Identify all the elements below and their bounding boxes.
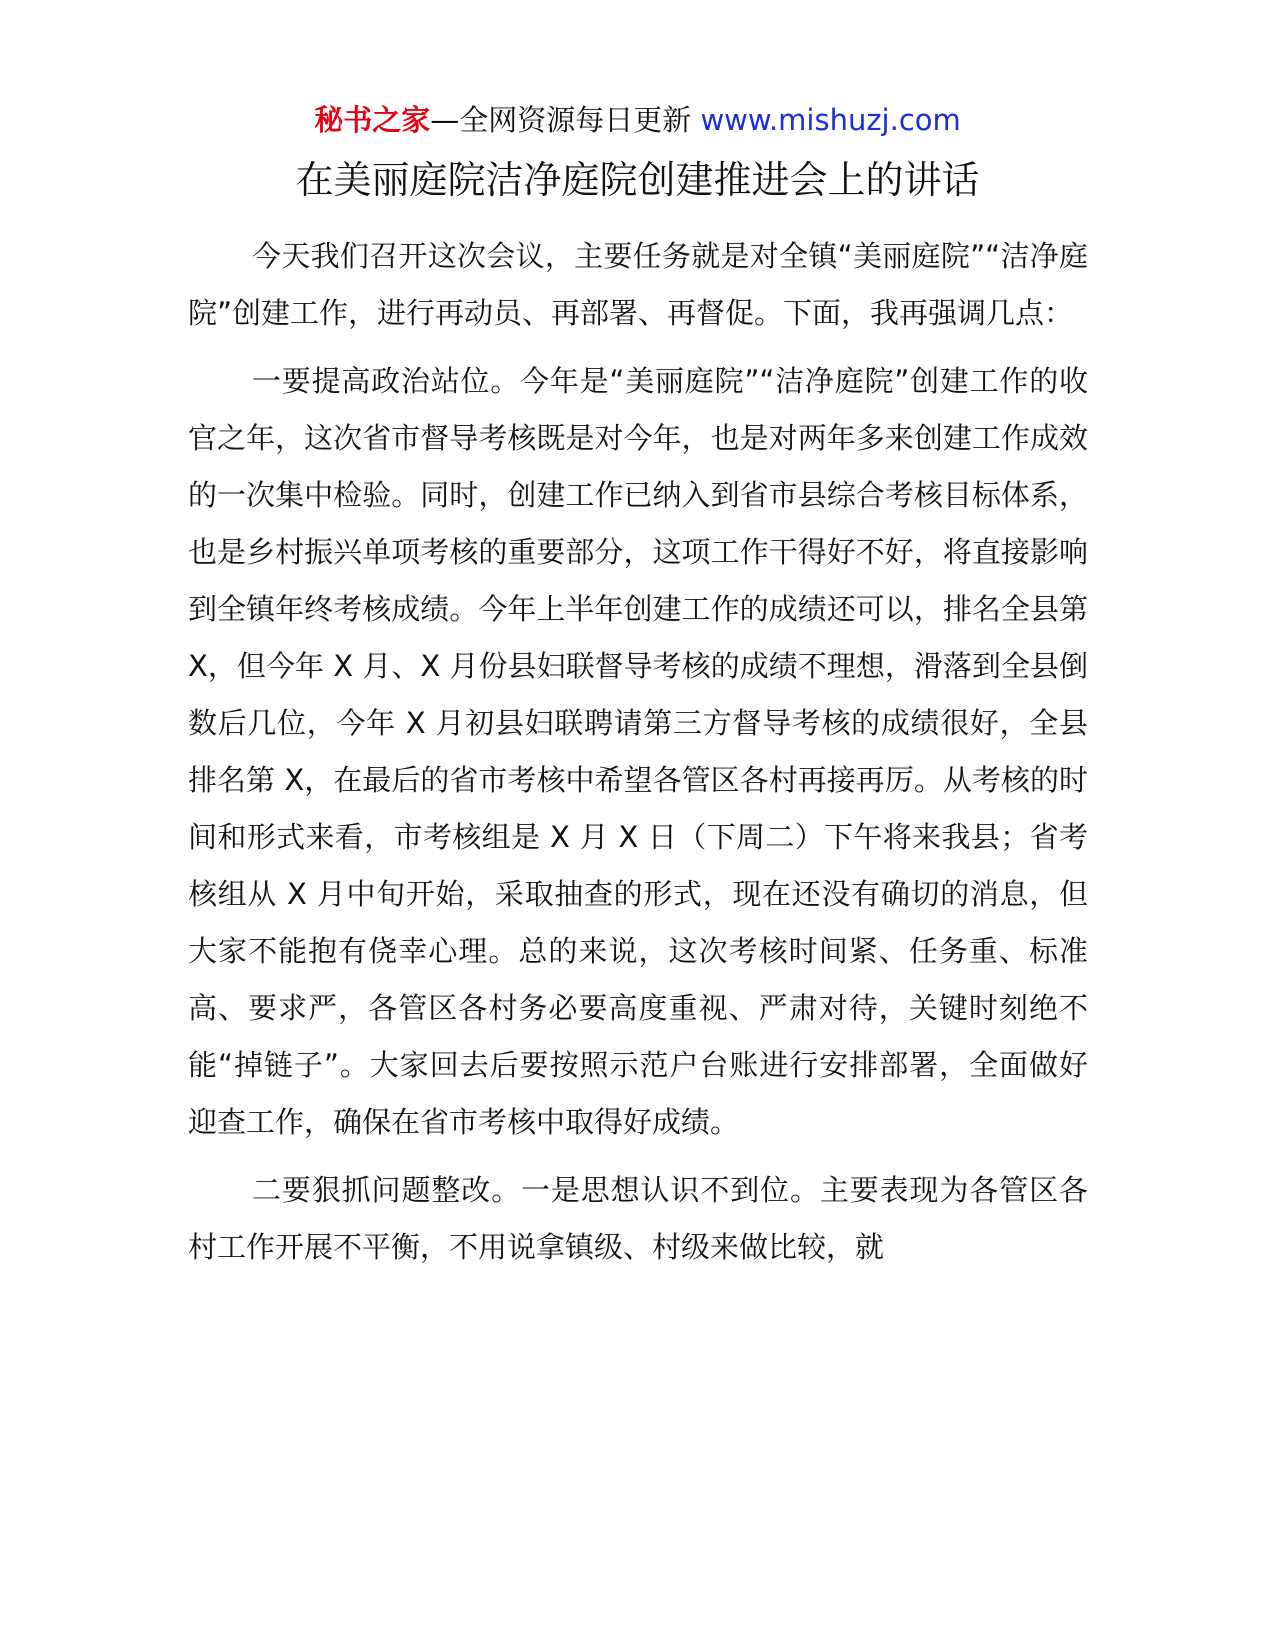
brand-name: 秘书之家 — [314, 103, 431, 137]
header-tagline: —全网资源每日更新 — [430, 103, 692, 137]
paragraph-point-two: 二要狠抓问题整改。一是思想认识不到位。主要表现为各管区各村工作开展不平衡，不用说拿镇级、村级来做比较，就 — [188, 1173, 1088, 1264]
site-url-link[interactable]: www.mishuzj.com — [700, 103, 961, 137]
site-header — [0, 100, 1275, 140]
paragraph-point-one: 一要提高政治站位。今年是“美丽庭院”“洁净庭院”创建工作的收官之年，这次省市督导考核既是对今年，也是对两年多来创建工作成效的一次集中检验。同时，创建工作已纳入到省市县综合考核目标体系，也是乡村振兴单项考核的重要部分，这项工作干得好不好，将直接影响到全镇年终考核成绩。今年上半年创建工作的成绩还可以，排名全县第 X，但今年 X 月、X 月份县妇联督导考核的成绩不理想，滑落到全县倒数后几位，今年 X 月初县妇联聘请第三方督导考核的成绩很好，全县排名第 X，在最后的省市考核中希望各管区各村再接再厉。从考核的时间和形式来看，市考核组是 X 月 X 日（下周二）下午将来我县；省考核组从 X 月中旬开始，采取抽查的形式，现在还没有确切的消息，但大家不能抱有侥幸心理。总的来说，这次考核时间紧、任务重、标准高、要求严，各管区各村务必要高度重视、严肃对待，关键时刻绝不能“掉链子”。大家回去后要按照示范户台账进行安排部署，全面做好迎查工作，确保在省市考核中取得好成绩。 — [188, 364, 1088, 1139]
document-title: 在美丽庭院洁净庭院创建推进会上的讲话 — [295, 158, 980, 202]
paragraph-intro: 今天我们召开这次会议，主要任务就是对全镇“美丽庭院”“洁净庭院”创建工作，进行再动员、再部署、再督促。下面，我再强调几点： — [188, 239, 1088, 330]
document-body — [188, 228, 1088, 1287]
